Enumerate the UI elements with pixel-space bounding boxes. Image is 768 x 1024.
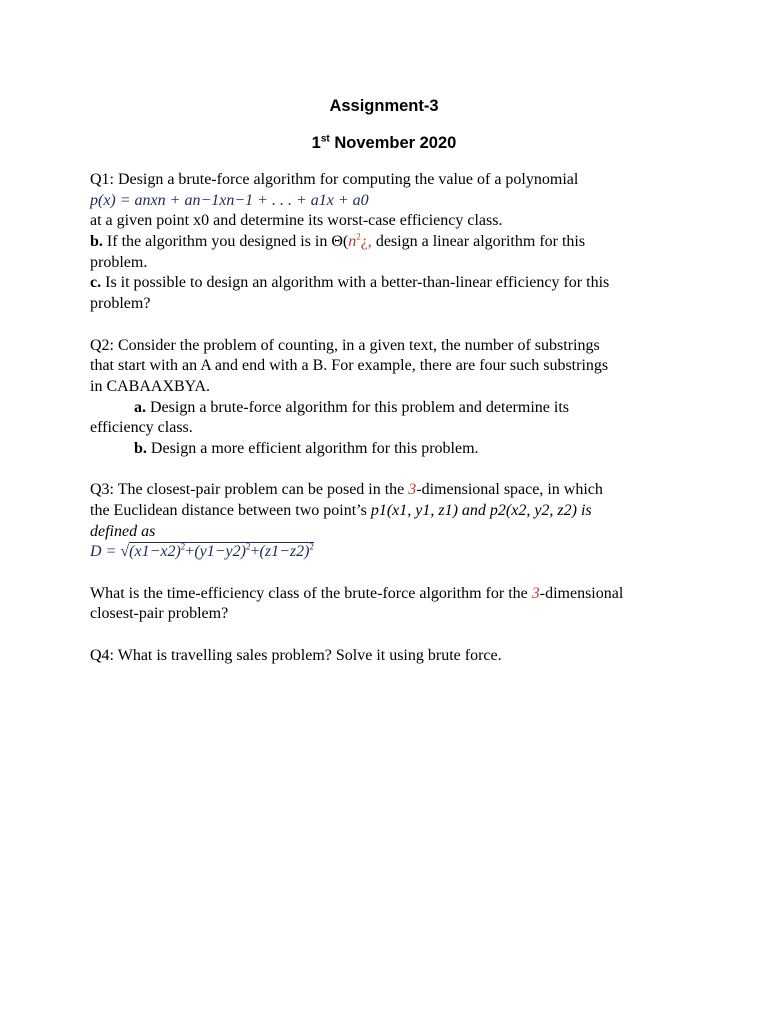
q3-dim: 3: [408, 481, 417, 499]
q2-a-label: a.: [134, 398, 146, 416]
date-suffix: st: [320, 133, 330, 145]
formula-term-1: (x1−x2): [129, 543, 181, 561]
formula-lhs: D = √: [90, 543, 130, 561]
assignment-title: Assignment-3: [329, 97, 439, 115]
q1-intro: Q1: Design a brute-force algorithm for computing the value of a polynomial: [90, 171, 579, 188]
q2-b-label: b.: [134, 439, 147, 457]
q2-b-text: Design a more efficient algorithm for this problem.: [146, 439, 479, 457]
q1-c-line2: problem?: [90, 295, 151, 313]
q1-polynomial: p(x) = anxn + an−1xn−1 + . . . + a1x + a0: [90, 191, 369, 209]
date-day: 1: [311, 134, 321, 152]
assignment-date: [0, 134, 768, 153]
q2-line2: that start with an A and end with a B. For example, there are four such substrings: [90, 357, 609, 375]
q4-line1: Q4: What is travelling sales problem? Solve it using brute force.: [90, 646, 502, 664]
question-2: [90, 336, 690, 460]
formula-plus-2: +: [250, 543, 260, 561]
q2-a-line2: efficiency class.: [90, 419, 193, 437]
q1-part-c: [90, 273, 690, 294]
q3-line1: [90, 480, 690, 501]
question-1: [90, 170, 690, 315]
q1-b-text2: design a linear algorithm for this: [371, 233, 586, 251]
question-3: [90, 480, 690, 625]
q1-c-label: c.: [90, 274, 102, 292]
question-4: [90, 646, 690, 667]
formula-term-2: (y1−y2): [194, 543, 246, 561]
q3-line2-pre: the Euclidean distance between two point’s: [90, 502, 371, 519]
formula-term-3: (z1−z2): [259, 543, 310, 561]
q3-question-line2: closest-pair problem?: [90, 605, 229, 623]
q1-c-text: Is it possible to design an algorithm with a better-than-linear efficiency for this: [101, 274, 610, 292]
q1-point-text: at a given point x0 and determine its worst-case efficiency class.: [90, 212, 503, 230]
q3-line1-post: -dimensional space, in which: [416, 481, 603, 499]
formula-exp-1: 2: [180, 542, 186, 553]
q3-q-dim: 3: [531, 584, 540, 602]
q3-line2: [90, 501, 690, 522]
q3-distance-formula: [90, 542, 690, 563]
q3-question-line1: [90, 584, 690, 605]
q1-b-line2: problem.: [90, 253, 148, 271]
q2-line1: Q2: Consider the problem of counting, in a given text, the number of substrings: [90, 336, 600, 354]
q2-part-b: [90, 439, 690, 460]
formula-exp-3: 2: [309, 542, 314, 553]
q1-b-text: If the algorithm you designed is in Θ(: [102, 233, 349, 251]
q1-b-n: n: [348, 233, 357, 251]
formula-radicand: [129, 542, 314, 561]
q2-part-a: [90, 398, 690, 419]
q1-b-exp: 2: [356, 231, 361, 242]
q3-defined-as: defined as: [90, 522, 156, 540]
q1-b-label: b.: [90, 233, 103, 251]
q2-line3: in CABAAXBYA.: [90, 377, 211, 395]
q3-q-pre: What is the time-efficiency class of the brute-force algorithm for the: [90, 584, 532, 602]
q2-a-text: Design a brute-force algorithm for this problem and determine its: [146, 398, 569, 416]
questions-body: [90, 170, 690, 667]
q3-q-post: -dimensional: [539, 584, 624, 602]
q3-points: p1(x1, y1, z1) and p2(x2, y2, z2) is: [370, 502, 592, 519]
q3-line1-pre: Q3: The closest-pair problem can be posed in the: [90, 481, 409, 499]
formula-exp-2: 2: [245, 542, 251, 553]
date-rest: November 2020: [334, 134, 457, 152]
formula-plus-1: +: [185, 543, 195, 561]
q1-b-tail: ¿,: [360, 233, 372, 251]
q1-part-b: [90, 232, 690, 253]
